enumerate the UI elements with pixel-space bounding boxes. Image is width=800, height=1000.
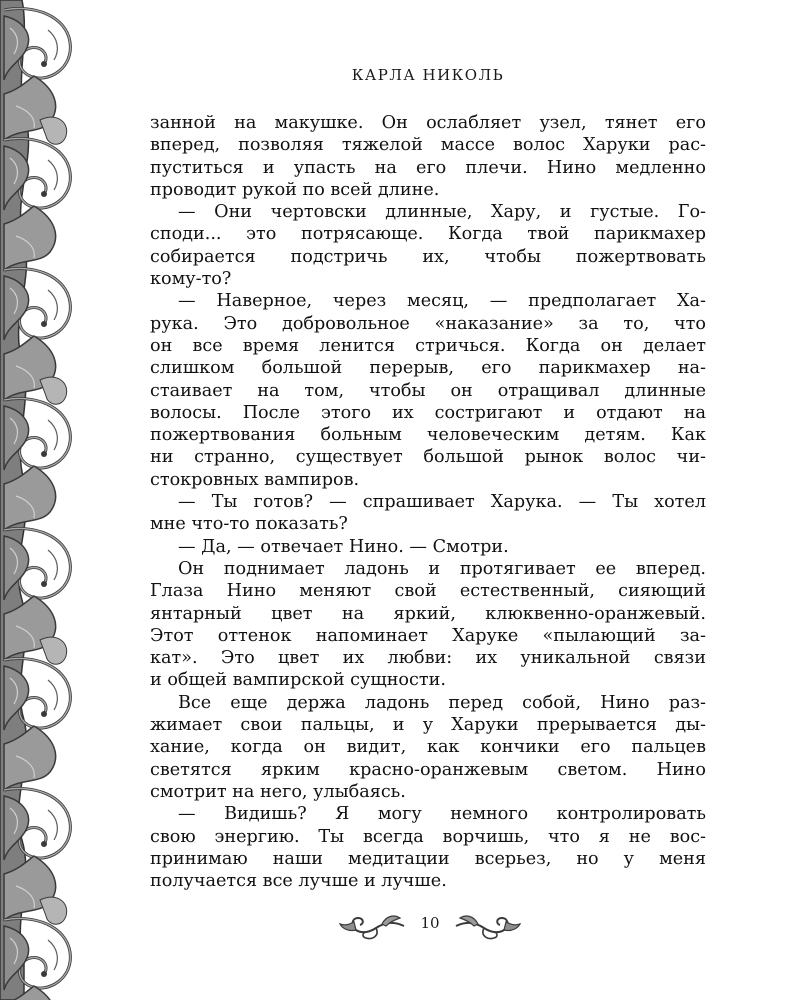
running-header-author: КАРЛА НИКОЛЬ <box>351 66 505 84</box>
text-line: занной на макушке. Он ослабляет узел, тянет его <box>150 113 706 133</box>
text-line: получается все лучше и лучше. <box>150 871 447 892</box>
text-line: принимаю наши медитации всерьез, но у меня <box>150 848 706 869</box>
text-line: — Видишь? Я могу немного контролировать <box>178 804 706 825</box>
text-line: споди... это потрясающе. Когда твой парикмахер <box>150 224 706 245</box>
text-line: пуститься и упасть на его плечи. Нино медленно <box>150 157 706 178</box>
text-line: — Они чертовски длинные, Хару, и густые. Го- <box>178 202 706 223</box>
text-line: смотрит на него, улыбаясь. <box>150 781 406 802</box>
text-line: кому-то? <box>150 269 232 290</box>
text-line: он все время ленится стричься. Когда он делает <box>150 335 706 356</box>
leaf-flourish-left-icon <box>336 910 406 942</box>
text-line: — Ты готов? — спрашивает Харука. — Ты хотел <box>178 492 706 513</box>
page-footer <box>330 906 530 946</box>
text-line: Он поднимает ладонь и протягивает ее вперед. <box>178 558 706 579</box>
text-line: стаивает на том, чтобы он отращивал длинные <box>150 380 706 401</box>
text-line: кат». Это цвет их любви: их уникальной связи <box>150 648 706 669</box>
text-line: собирается подстричь их, чтобы пожертвовать <box>150 246 706 267</box>
text-line: пожертвования больным человеческим детям. Как <box>150 425 706 446</box>
page-body-text <box>150 112 706 892</box>
text-line: рука. Это добровольное «наказание» за то, что <box>150 313 706 334</box>
acanthus-border-ornament-icon <box>0 0 80 1000</box>
text-line: — Наверное, через месяц, — предполагает Ха- <box>178 291 706 312</box>
text-line: и общей вампирской сущности. <box>150 670 446 691</box>
text-line: мне что-то показать? <box>150 514 348 535</box>
text-line: — Да, — отвечает Нино. — Смотри. <box>178 536 509 557</box>
text-line: ни странно, существует большой рынок волос чи- <box>150 447 706 468</box>
text-line: стокровных вампиров. <box>150 469 360 490</box>
text-line: проводит рукой по всей длине. <box>150 179 440 200</box>
text-line: Этот оттенок напоминает Харуке «пылающий за- <box>150 625 706 646</box>
page-number: 10 <box>420 914 440 932</box>
leaf-flourish-right-icon <box>454 910 524 942</box>
text-line: вперед, позволяя тяжелой массе волос Харуки рас- <box>150 135 706 156</box>
text-line: жимает свои пальцы, и у Харуки прерывается ды- <box>150 715 706 736</box>
text-line: светятся ярким красно-оранжевым светом. Нино <box>150 759 706 780</box>
text-line: волосы. После этого их состригают и отдают на <box>150 402 706 423</box>
text-line: Глаза Нино меняют свой естественный, сияющий <box>150 581 706 602</box>
text-line: свою энергию. Ты всегда ворчишь, что я не вос- <box>150 826 706 847</box>
text-line: янтарный цвет на яркий, клюквенно-оранжевый. <box>150 603 706 624</box>
text-line: хание, когда он видит, как кончики его пальцев <box>150 737 706 758</box>
text-line: слишком большой перерыв, его парикмахер на- <box>150 358 706 379</box>
text-line: Все еще держа ладонь перед собой, Нино раз- <box>178 692 706 713</box>
